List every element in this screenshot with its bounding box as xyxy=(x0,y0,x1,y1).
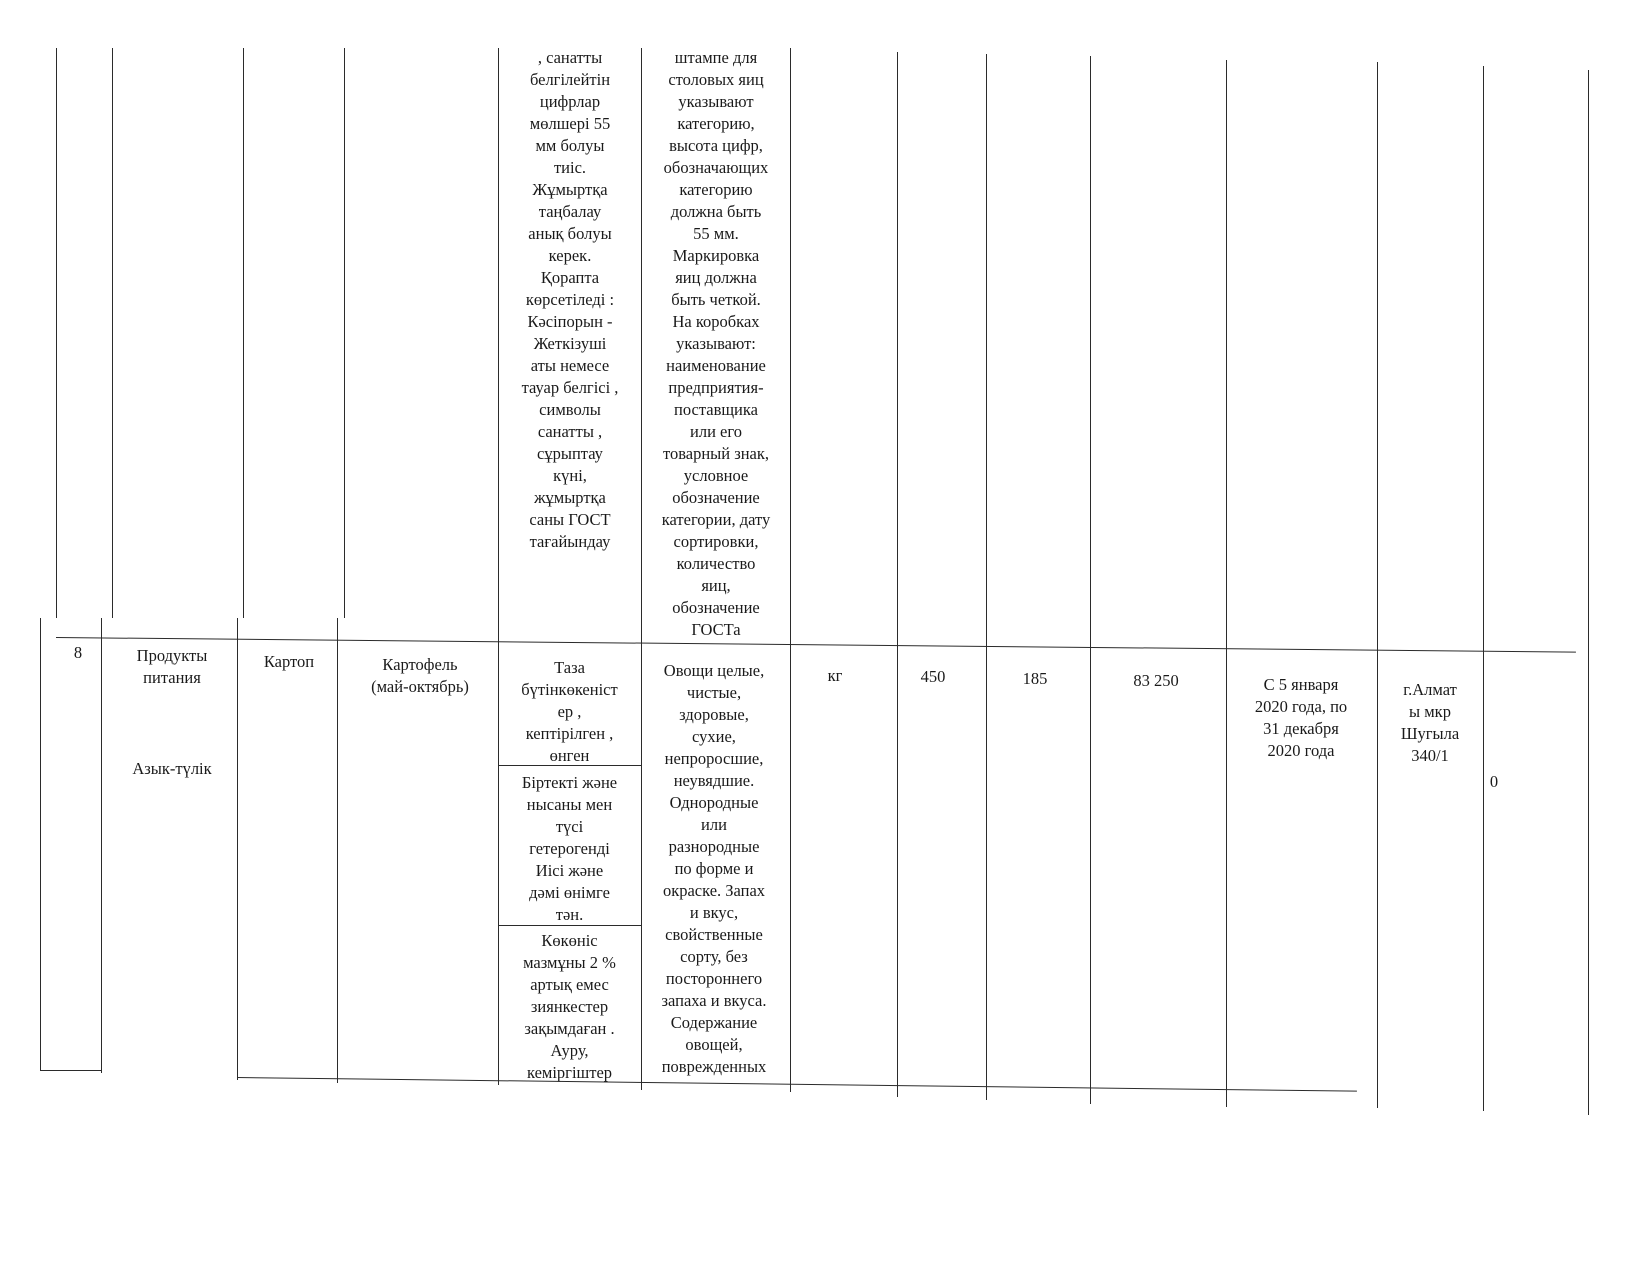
text-line: наименование xyxy=(666,356,766,375)
text-line: сортировки, xyxy=(673,532,759,551)
text-line: Овощи целые, xyxy=(663,661,765,680)
text-line: Кәсіпорын - xyxy=(527,312,613,331)
text-line: количество xyxy=(676,554,756,573)
text-line: символы xyxy=(539,400,601,419)
last-column-value: 0 xyxy=(1489,772,1499,791)
text-line: сұрыптау xyxy=(537,444,603,463)
text-line: столовых яиц xyxy=(668,70,764,89)
text-line: аты немесе xyxy=(530,356,610,375)
text-line: Содержание xyxy=(670,1013,758,1032)
text-line: здоровые, xyxy=(679,705,749,724)
text-line: поврежденных xyxy=(661,1057,767,1076)
text-line: 55 мм. xyxy=(693,224,739,243)
unit: кг xyxy=(827,666,843,685)
text-line: окраске. Запах xyxy=(662,881,766,900)
column-divider xyxy=(101,618,102,1073)
text-line: высота цифр, xyxy=(669,136,763,155)
text-line: овощей, xyxy=(685,1035,743,1054)
text-line: анық болуы xyxy=(528,224,612,243)
text-line: обозначение xyxy=(672,598,760,617)
text-line: предприятия- xyxy=(668,378,764,397)
table-bottom xyxy=(237,1077,1357,1092)
text-line: мөлшері 55 xyxy=(529,114,611,133)
quantity: 450 xyxy=(920,667,946,686)
text-line: ГОСТа xyxy=(691,620,741,639)
column-divider xyxy=(897,52,898,1097)
text-line: чистые, xyxy=(686,683,742,702)
column-divider xyxy=(1226,60,1227,1107)
text-line: Қорапта xyxy=(540,268,600,287)
text-line: обозначение xyxy=(672,488,760,507)
column-divider xyxy=(112,48,113,618)
text-line: таңбалау xyxy=(538,202,602,221)
text-line: Однородные xyxy=(669,793,759,812)
price: 185 xyxy=(1022,669,1048,688)
total-sum: 83 250 xyxy=(1133,671,1179,690)
spec-kz-part-2: Біртекті және нысаны мен түсі гетерогенді Иісі және дәмі өнімге тән. xyxy=(521,773,618,924)
column-divider xyxy=(243,48,244,618)
column-divider xyxy=(1090,56,1091,1104)
text-line: или xyxy=(701,815,727,834)
category-ru: Продукты питания xyxy=(136,646,208,687)
text-line: керек. xyxy=(548,246,592,265)
ru-description-continued xyxy=(643,47,789,641)
table-border-right xyxy=(1588,70,1589,1115)
text-line: Жұмыртқа xyxy=(532,180,608,199)
text-line: запаха и вкуса. xyxy=(661,991,767,1010)
column-divider xyxy=(1483,66,1484,1111)
text-line: свойственные xyxy=(665,925,763,944)
text-line: саны ГОСТ xyxy=(529,510,611,529)
text-line: тағайындау xyxy=(529,532,611,551)
text-line: мм болуы xyxy=(535,136,605,155)
text-line: яиц должна xyxy=(675,268,757,287)
delivery-period: С 5 января 2020 года, по 31 декабря 2020 года xyxy=(1254,675,1348,760)
text-line: санатты , xyxy=(537,422,603,441)
delivery-address: г.Алмат ы мкр Шугыла 340/1 xyxy=(1400,680,1460,765)
text-line: штампе для xyxy=(674,48,758,67)
text-line: цифрлар xyxy=(539,92,601,111)
text-line: постороннего xyxy=(665,969,763,988)
table-bottom-left xyxy=(40,1070,102,1071)
spec-kz-part-1: Таза бүтінкөкеніст ер , кептірілген , өнген xyxy=(521,658,618,765)
text-line: , санатты xyxy=(537,48,603,67)
column-divider xyxy=(237,618,238,1080)
text-line: сорту, без xyxy=(680,947,748,966)
text-line: тиіс. xyxy=(553,158,587,177)
text-line: указывают xyxy=(678,92,754,111)
spec-ru xyxy=(636,660,792,1078)
text-line: На коробках xyxy=(672,312,760,331)
kz-description-continued xyxy=(500,47,640,553)
column-divider xyxy=(337,618,338,1083)
text-line: яиц, xyxy=(701,576,731,595)
text-line: тауар белгісі , xyxy=(521,378,619,397)
text-line: көрсетіледі : xyxy=(525,290,615,309)
text-line: непроросшие, xyxy=(664,749,764,768)
text-line: и вкус, xyxy=(689,903,739,922)
text-line: жұмыртқа xyxy=(534,488,606,507)
text-line: быть четкой. xyxy=(671,290,761,309)
text-line: условное xyxy=(683,466,749,485)
column-divider xyxy=(986,54,987,1100)
text-line: или его xyxy=(690,422,742,441)
text-line: неувядшие. xyxy=(673,771,755,790)
table-border-left-row8 xyxy=(40,618,41,1070)
text-line: должна быть xyxy=(670,202,762,221)
product-name-ru: Картофель (май-октябрь) xyxy=(371,655,469,696)
product-name-kz: Картоп xyxy=(263,652,315,671)
text-line: поставщика xyxy=(674,400,758,419)
spec-kz-part-3: Көкөніс мазмұны 2 % артық емес зиянкестер зақымдаған . Ауру, кеміргіштер xyxy=(523,931,616,1082)
text-line: Жеткізуші xyxy=(533,334,607,353)
text-line: категорию xyxy=(679,180,753,199)
text-line: сухие, xyxy=(692,727,736,746)
text-line: товарный знак, xyxy=(662,444,770,463)
text-line: белгілейтін xyxy=(529,70,611,89)
text-line: күні, xyxy=(553,466,587,485)
text-line: обозначающих xyxy=(663,158,769,177)
category-kz: Азык-түлік xyxy=(132,759,212,778)
text-line: категории, дату xyxy=(661,510,771,529)
text-line: указывают: xyxy=(676,334,756,353)
text-line: Маркировка xyxy=(672,246,760,265)
text-line: по форме и xyxy=(674,859,754,878)
text-line: разнородные xyxy=(668,837,760,856)
table-border-left xyxy=(56,48,57,618)
text-line: категорию, xyxy=(677,114,755,133)
column-divider xyxy=(344,48,345,618)
row-number: 8 xyxy=(73,643,83,662)
column-divider xyxy=(1377,62,1378,1108)
